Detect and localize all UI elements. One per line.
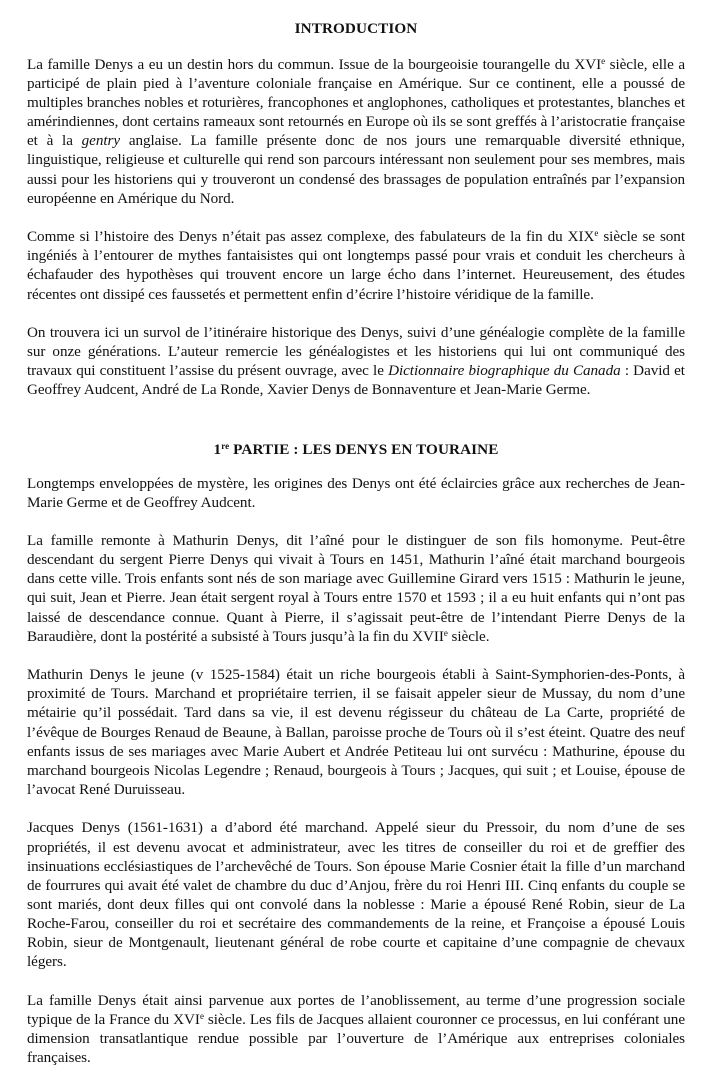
text-run: Comme si l’histoire des Denys n’était pas assez complexe, des fabulateurs de la fin du XIX	[27, 228, 595, 246]
part1-paragraph-3: Mathurin Denys le jeune (v 1525-1584) était un riche bourgeois établi à Saint-Symphorien-des-Ponts, à proximité de Tours. Marchand et propriétaire terrien, il se faisait appeler sieur de Mussay, du nom d’une métairie qu’il possédait. Tard dans sa vie, il est devenu régisseur du château de La Carte, propriété de l’évêque de Bourges Renaud de Beaune, à Ballan, paroisse proche de Tours où il s’est éteint. Quatre des neuf enfants issus de ses mariages avec Marie Aubert et Andrée Petiteau lui ont survécu : Mathurine, épouse du marchand bourgeois Nicolas Legendre ; Renaud, bourgeois à Tours ; Jacques, qui suit ; et Louise, épouse de l’avocat René Duruisseau.	[27, 666, 685, 798]
part-number: 1	[213, 440, 222, 458]
intro-paragraph-3	[27, 323, 685, 399]
text-run: : David et Geoffrey Audcent, André de La Ronde, Xavier Denys de Bonnaventure et Jean-Marie Germe.	[27, 362, 685, 399]
text-run: siècle. Les fils de Jacques allaient couronner ce processus, en lui conférant une dimension transatlantique rendue possible par l’ouverture de l’Amérique aux entreprises coloniales françaises.	[27, 1010, 685, 1066]
text-run: siècle.	[447, 627, 490, 645]
superscript: e	[443, 627, 448, 638]
text-run: siècle, elle a participé de plain pied à l’aventure coloniale française en Amérique. Sur ce continent, elle a poussé de multiples branches nobles et roturières, francophones et anglophones, catholiques et protestantes, blanches et amérindiennes, dont certains rameaux sont retournés en Europe où ils se sont greffés à l’aristocratie française et à la	[27, 56, 685, 150]
text-run: La famille Denys était ainsi parvenue aux portes de l’anoblissement, au terme d’une progression sociale typique de la France du XVI	[27, 991, 685, 1028]
text-run: La famille remonte à Mathurin Denys, dit l’aîné pour le distinguer de son fils homonyme. Peut-être descendant du sergent Pierre Denys qui vivait à Tours en 1451, Mathurin l’aîné était marchand bourgeois dans cette ville. Trois enfants sont nés de son mariage avec Guillemine Girard vers 1515 : Mathurin le jeune, qui suit, Jean et Pierre. Jean était sergent royal à Tours entre 1570 et 1593 ; il a eu huit enfants qui n’ont pas laissé de descendance connue. Quant à Pierre, il s’agissait peut-être de l’intendant Pierre Denys de la Baraudière, dont la postérité a subsisté à Tours jusqu’à la fin du XVII	[27, 532, 685, 645]
part1-paragraph-5	[27, 991, 685, 1067]
part1-paragraph-2	[27, 531, 685, 646]
intro-paragraph-1	[27, 55, 685, 208]
superscript: e	[594, 228, 599, 239]
text-run: On trouvera ici un survol de l’itinéraire historique des Denys, suivi d’une généalogie complète de la famille sur onze générations. L’auteur remercie les généalogistes et les historiens qui lui ont communiqué des travaux qui constituent l’assise du présent ouvrage, avec le	[27, 324, 685, 380]
superscript: e	[199, 1010, 204, 1021]
part-title-text: PARTIE : LES DENYS EN TOURAINE	[229, 440, 499, 458]
superscript: e	[601, 56, 606, 67]
part1-heading	[27, 440, 685, 459]
italic-book-title: Dictionnaire biographique du Canada	[388, 362, 621, 380]
text-run: anglaise. La famille présente donc de nos jours une remarquable diversité ethnique, linguistique, religieuse et culturelle qui rend son parcours intéressant non seulement pour ses membres, mais aussi pour les historiens qui y trouveront un condensé des brassages de population entraînés par l’expansion européenne en Amérique du Nord.	[27, 132, 686, 207]
italic-term-gentry: gentry	[81, 132, 121, 150]
superscript: re	[221, 440, 230, 451]
introduction-heading: INTRODUCTION	[294, 20, 418, 37]
part1-paragraph-4: Jacques Denys (1561-1631) a d’abord été marchand. Appelé sieur du Pressoir, du nom d’une de ses propriétés, il est devenu avocat et administrateur, avec les titres de conseiller du roi et de greffier des insinuations ecclésiastiques de l’archevêché de Tours. Son épouse Marie Cosnier était la fille d’un marchand de fourrures qui avait été valet de chambre du duc d’Anjou, frère du roi Henri III. Cinq enfants du couple se sont mariés, dont deux filles qui ont convolé dans la noblesse : Marie a épousé René Robin, sieur de La Roche-Farou, conseiller du roi et secrétaire des commandements de la reine, et Françoise a épousé Louis Robin, sieur de Montgenault, lieutenant général de robe courte et capitaine d’une compagnie de chevaux légers.	[27, 819, 685, 971]
intro-paragraph-2	[27, 227, 685, 303]
text-run: siècle se sont ingéniés à l’entourer de mythes fantaisistes qui ont longtemps passé pour vrais et conduit les chercheurs à échafauder des hypothèses qui trouvent encore un large écho dans l’internet. Heureusement, des études récentes ont dissipé ces faussetés et permettent enfin d’écrire l’histoire véridique de la famille.	[27, 228, 685, 303]
text-run: La famille Denys a eu un destin hors du commun. Issue de la bourgeoisie tourangelle du XVI	[27, 56, 602, 73]
part1-paragraph-1: Longtemps enveloppées de mystère, les origines des Denys ont été éclaircies grâce aux recherches de Jean-Marie Germe et de Geoffrey Audcent.	[27, 474, 685, 511]
